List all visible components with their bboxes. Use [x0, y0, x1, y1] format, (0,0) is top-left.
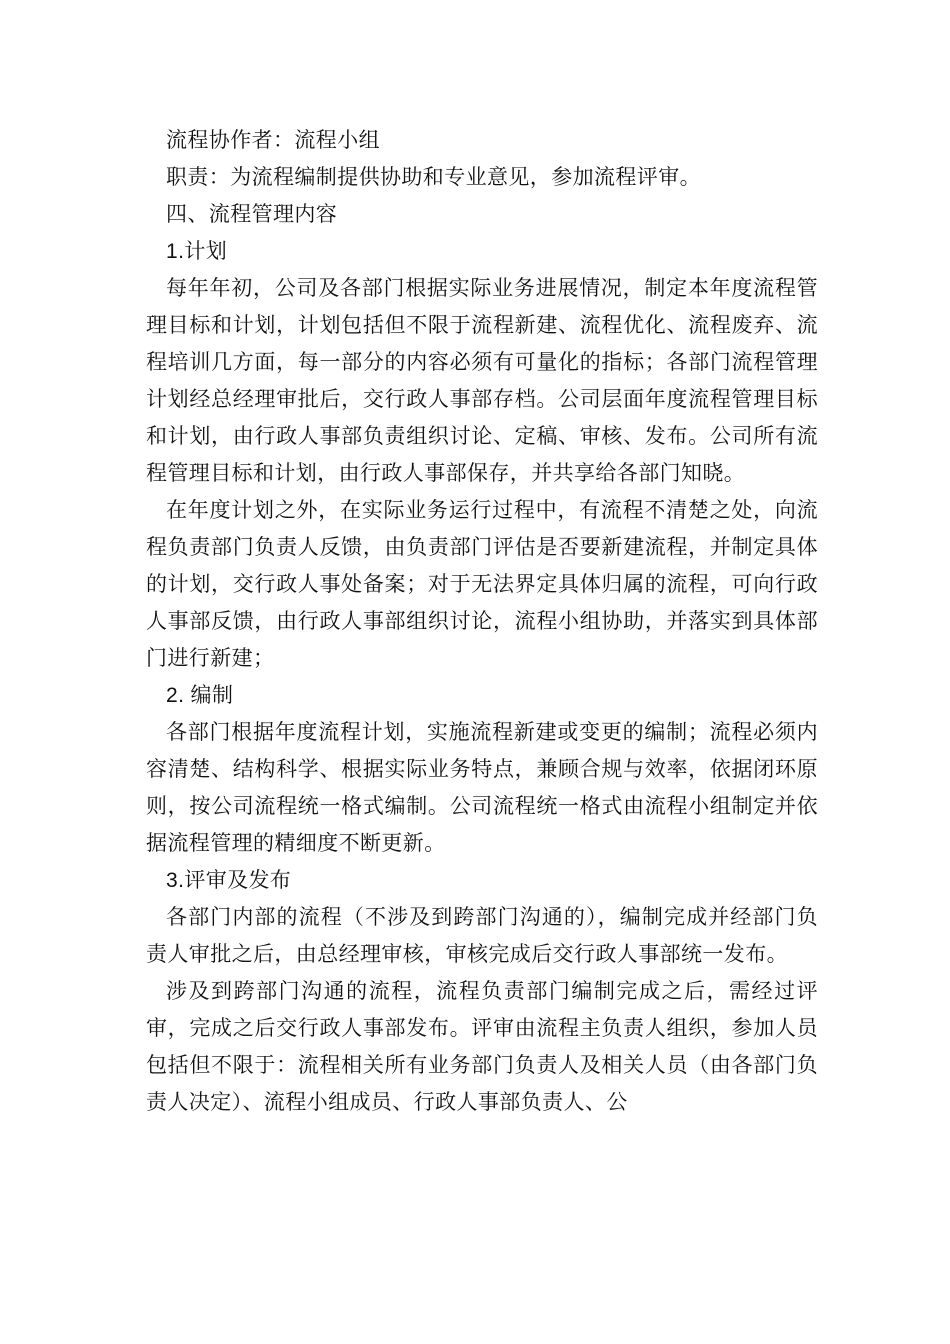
- subsection-heading-plan: 1.计划: [166, 240, 228, 263]
- subsection-heading-compile: 2. 编制: [166, 684, 234, 707]
- subsection-heading-review: 3.评审及发布: [166, 869, 292, 892]
- document-body: [146, 122, 818, 1121]
- section-heading: 四、流程管理内容: [166, 202, 338, 226]
- responsibility-line: 职责：为流程编制提供协助和专业意见，参加流程评审。: [166, 165, 701, 189]
- body-paragraph: 各部门内部的流程（不涉及到跨部门沟通的），编制完成并经部门负责人审批之后，由总经理审核，审核完成后交行政人事部统一发布。: [146, 905, 818, 966]
- body-paragraph: 每年年初，公司及各部门根据实际业务进展情况，制定本年度流程管理目标和计划，计划包括但不限于流程新建、流程优化、流程废弃、流程培训几方面，每一部分的内容必须有可量化的指标；各部门流程管理计划经总经理审批后，交行政人事部存档。公司层面年度流程管理目标和计划，由行政人事部负责组织讨论、定稿、审核、发布。公司所有流程管理目标和计划，由行政人事部保存，并共享给各部门知晓。: [146, 276, 818, 485]
- collaborator-line: 流程协作者：流程小组: [166, 128, 380, 152]
- body-paragraph: 各部门根据年度流程计划，实施流程新建或变更的编制；流程必须内容清楚、结构科学、根据实际业务特点，兼顾合规与效率，依据闭环原则，按公司流程统一格式编制。公司流程统一格式由流程小组制定并依据流程管理的精细度不断更新。: [146, 720, 818, 855]
- body-paragraph: 在年度计划之外，在实际业务运行过程中，有流程不清楚之处，向流程负责部门负责人反馈，由负责部门评估是否要新建流程，并制定具体的计划，交行政人事处备案；对于无法界定具体归属的流程，可向行政人事部反馈，由行政人事部组织讨论，流程小组协助，并落实到具体部门进行新建；: [146, 498, 818, 670]
- body-paragraph: 涉及到跨部门沟通的流程，流程负责部门编制完成之后，需经过评审，完成之后交行政人事部发布。评审由流程主负责人组织，参加人员包括但不限于：流程相关所有业务部门负责人及相关人员（由各部门负责人决定）、流程小组成员、行政人事部负责人、公: [146, 979, 818, 1114]
